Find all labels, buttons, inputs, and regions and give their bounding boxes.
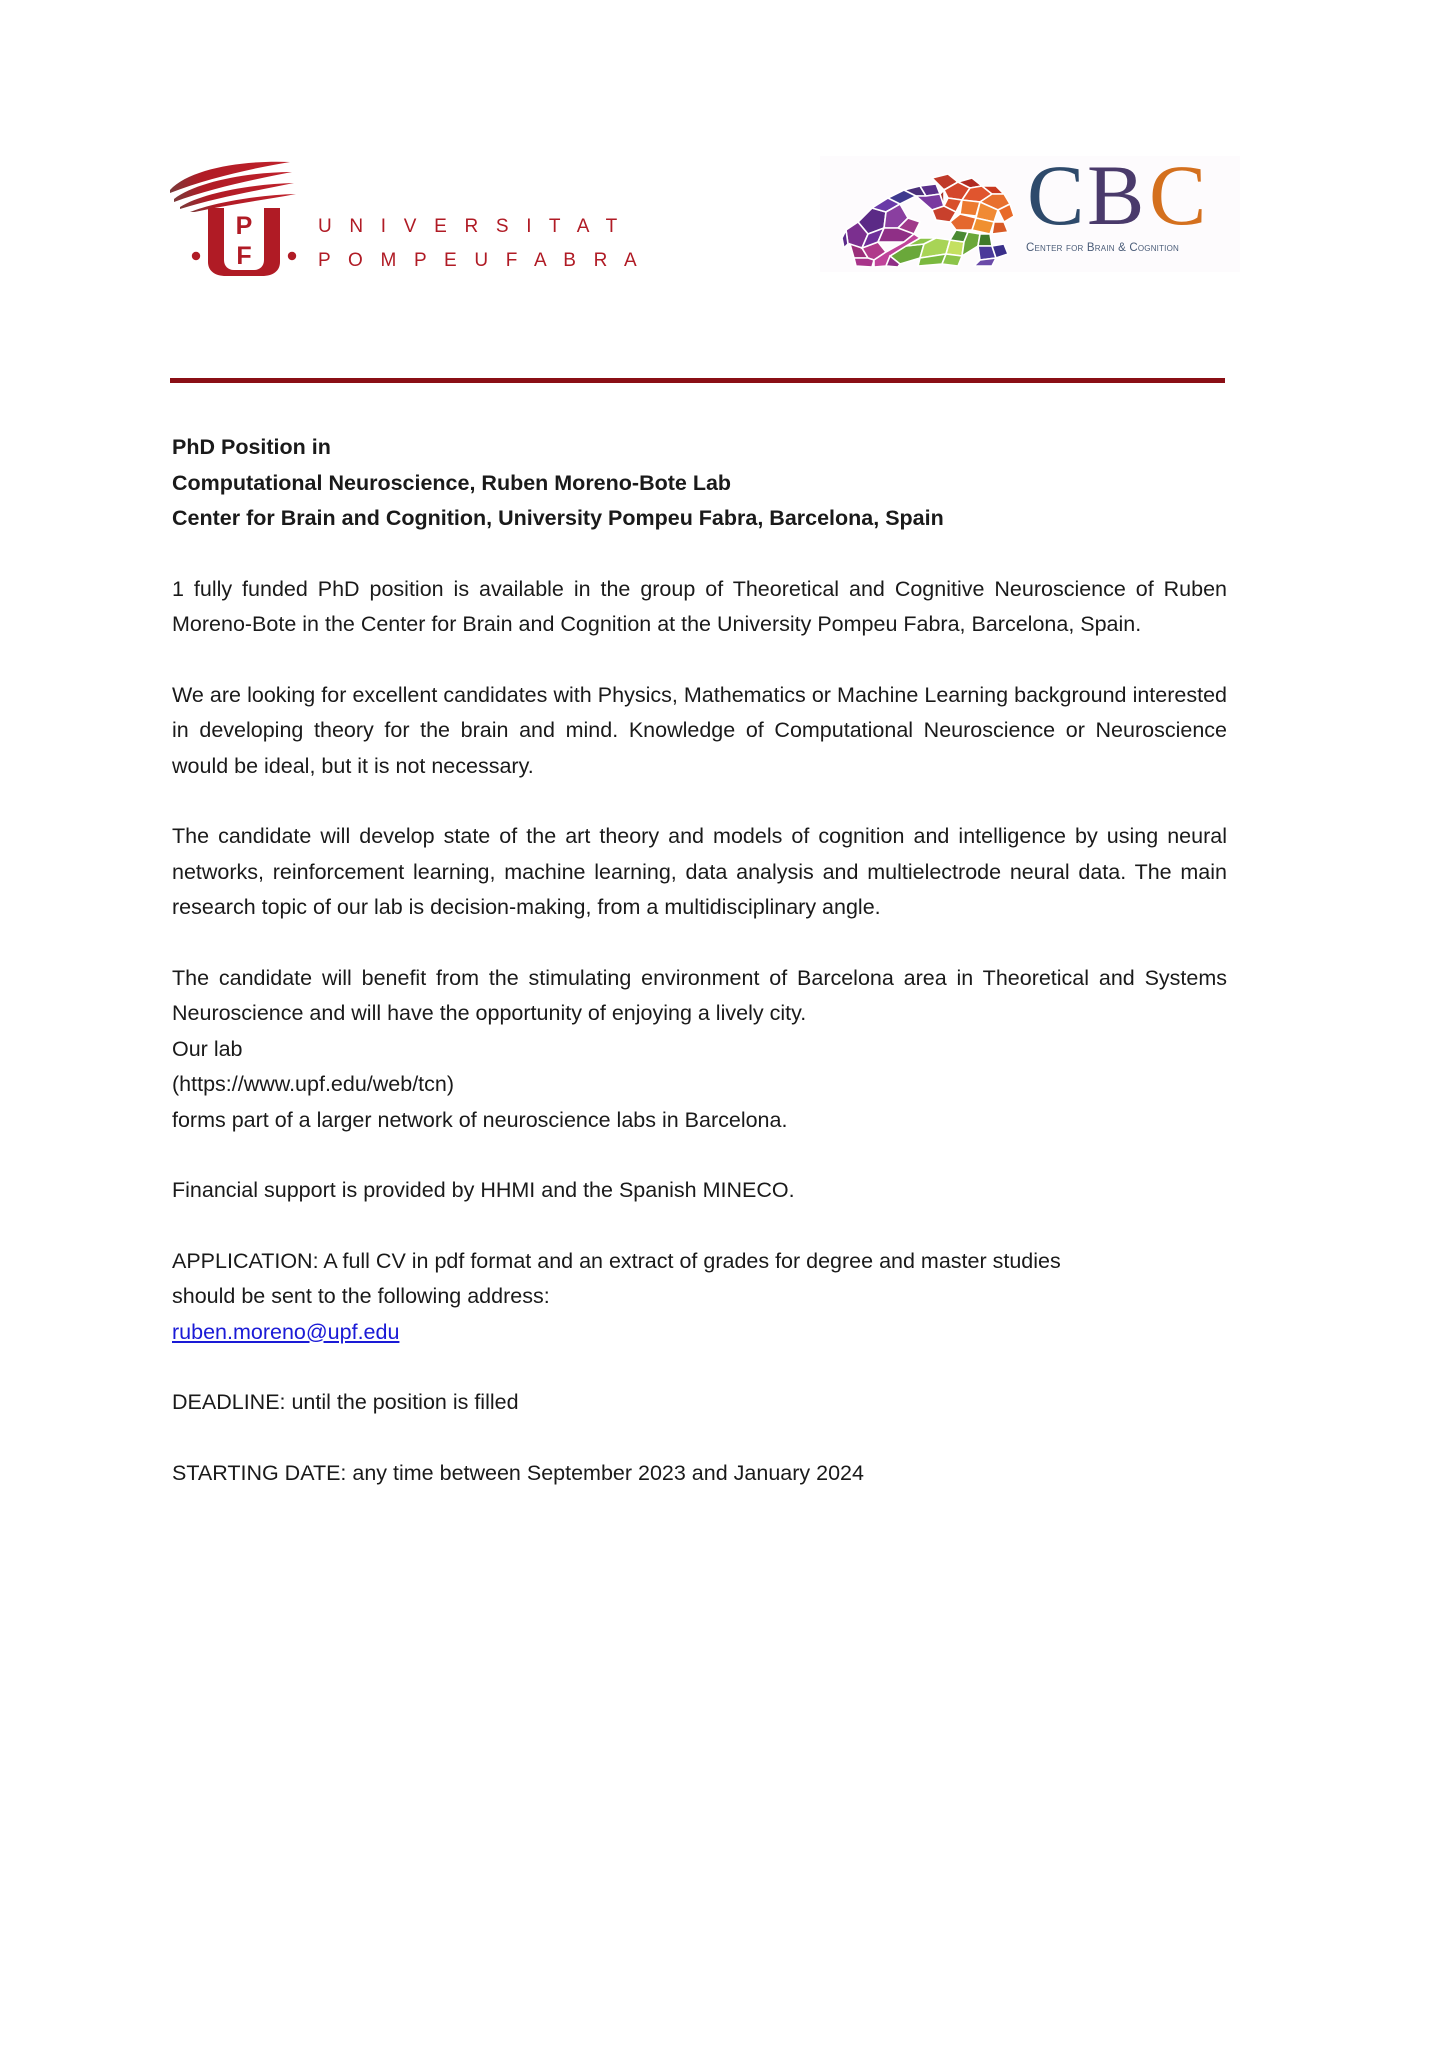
- paragraph-environment: [172, 961, 1227, 1139]
- header-divider-rule: [170, 378, 1225, 383]
- upf-wordmark-line2: P O M P E U F A B R A: [318, 250, 643, 271]
- svg-text:B: B: [1087, 158, 1145, 238]
- environment-network-text: forms part of a larger network of neuroscience labs in Barcelona.: [172, 1107, 788, 1132]
- contact-email-link[interactable]: ruben.moreno@upf.edu: [172, 1319, 400, 1344]
- title-line-1: PhD Position in: [172, 435, 331, 459]
- svg-text:P: P: [235, 212, 253, 240]
- cbc-lettermark: [1025, 158, 1235, 238]
- cbc-tagline: Center for Brain & Cognition: [1026, 242, 1179, 254]
- environment-main-text: The candidate will benefit from the stimulating environment of Barcelona area in Theoretical and Systems Neuroscience and will have the opportunity of enjoying a lively city.: [172, 965, 1227, 1025]
- environment-our-lab: Our lab: [172, 1036, 243, 1061]
- application-instructions-line1: APPLICATION: A full CV in pdf format and an extract of grades for degree and master studies: [172, 1248, 1061, 1273]
- title-line-3: Center for Brain and Cognition, University Pompeu Fabra, Barcelona, Spain: [172, 506, 944, 530]
- upf-monogram-icon: [188, 208, 300, 276]
- upf-wordmark: [318, 210, 643, 278]
- paragraph-application: [172, 1244, 1227, 1351]
- title-line-2: Computational Neuroscience, Ruben Moreno-Bote Lab: [172, 470, 732, 495]
- lab-website-url: (https://www.upf.edu/web/tcn): [172, 1072, 455, 1096]
- application-instructions-line2: should be sent to the following address:: [172, 1284, 550, 1308]
- upf-wordmark-line1: U N I V E R S I T A T: [318, 216, 624, 237]
- paragraph-financial-support: Financial support is provided by HHMI and the Spanish MINECO.: [172, 1178, 795, 1202]
- paragraph-deadline: DEADLINE: until the position is filled: [172, 1390, 519, 1414]
- document-header: [0, 150, 1448, 290]
- paragraph-starting-date: STARTING DATE: any time between September 2023 and January 2024: [172, 1460, 864, 1485]
- svg-text:F: F: [236, 242, 252, 270]
- center-for-brain-and-cognition-logo: [820, 156, 1240, 272]
- svg-text:C: C: [1027, 158, 1085, 238]
- paragraph-research-topics: The candidate will develop state of the art theory and models of cognition and intelligence by using neural networks, reinforcement learning, machine learning, data analysis and multielectrode neural data. The main research topic of our lab is decision-making, from a multidisciplinary angle.: [172, 824, 1227, 919]
- universitat-pompeu-fabra-logo: [168, 160, 643, 280]
- paragraph-position-summary: 1 fully funded PhD position is available in the group of Theoretical and Cognitive Neuroscience of Ruben Moreno-Bote in the Center for Brain and Cognition at the University Pompeu Fabra, Barcelona, Spain.: [172, 576, 1227, 636]
- document-body: [172, 430, 1227, 1513]
- mosaic-brain-icon: [828, 160, 1018, 268]
- page-title: [172, 430, 1227, 537]
- upf-swoosh-icon: [168, 160, 308, 212]
- svg-text:C: C: [1149, 158, 1207, 238]
- paragraph-candidate-profile: We are looking for excellent candidates with Physics, Mathematics or Machine Learning background interested in developing theory for the brain and mind. Knowledge of Computational Neuroscience or Neuroscience would be ideal, but it is not necessary.: [172, 682, 1227, 778]
